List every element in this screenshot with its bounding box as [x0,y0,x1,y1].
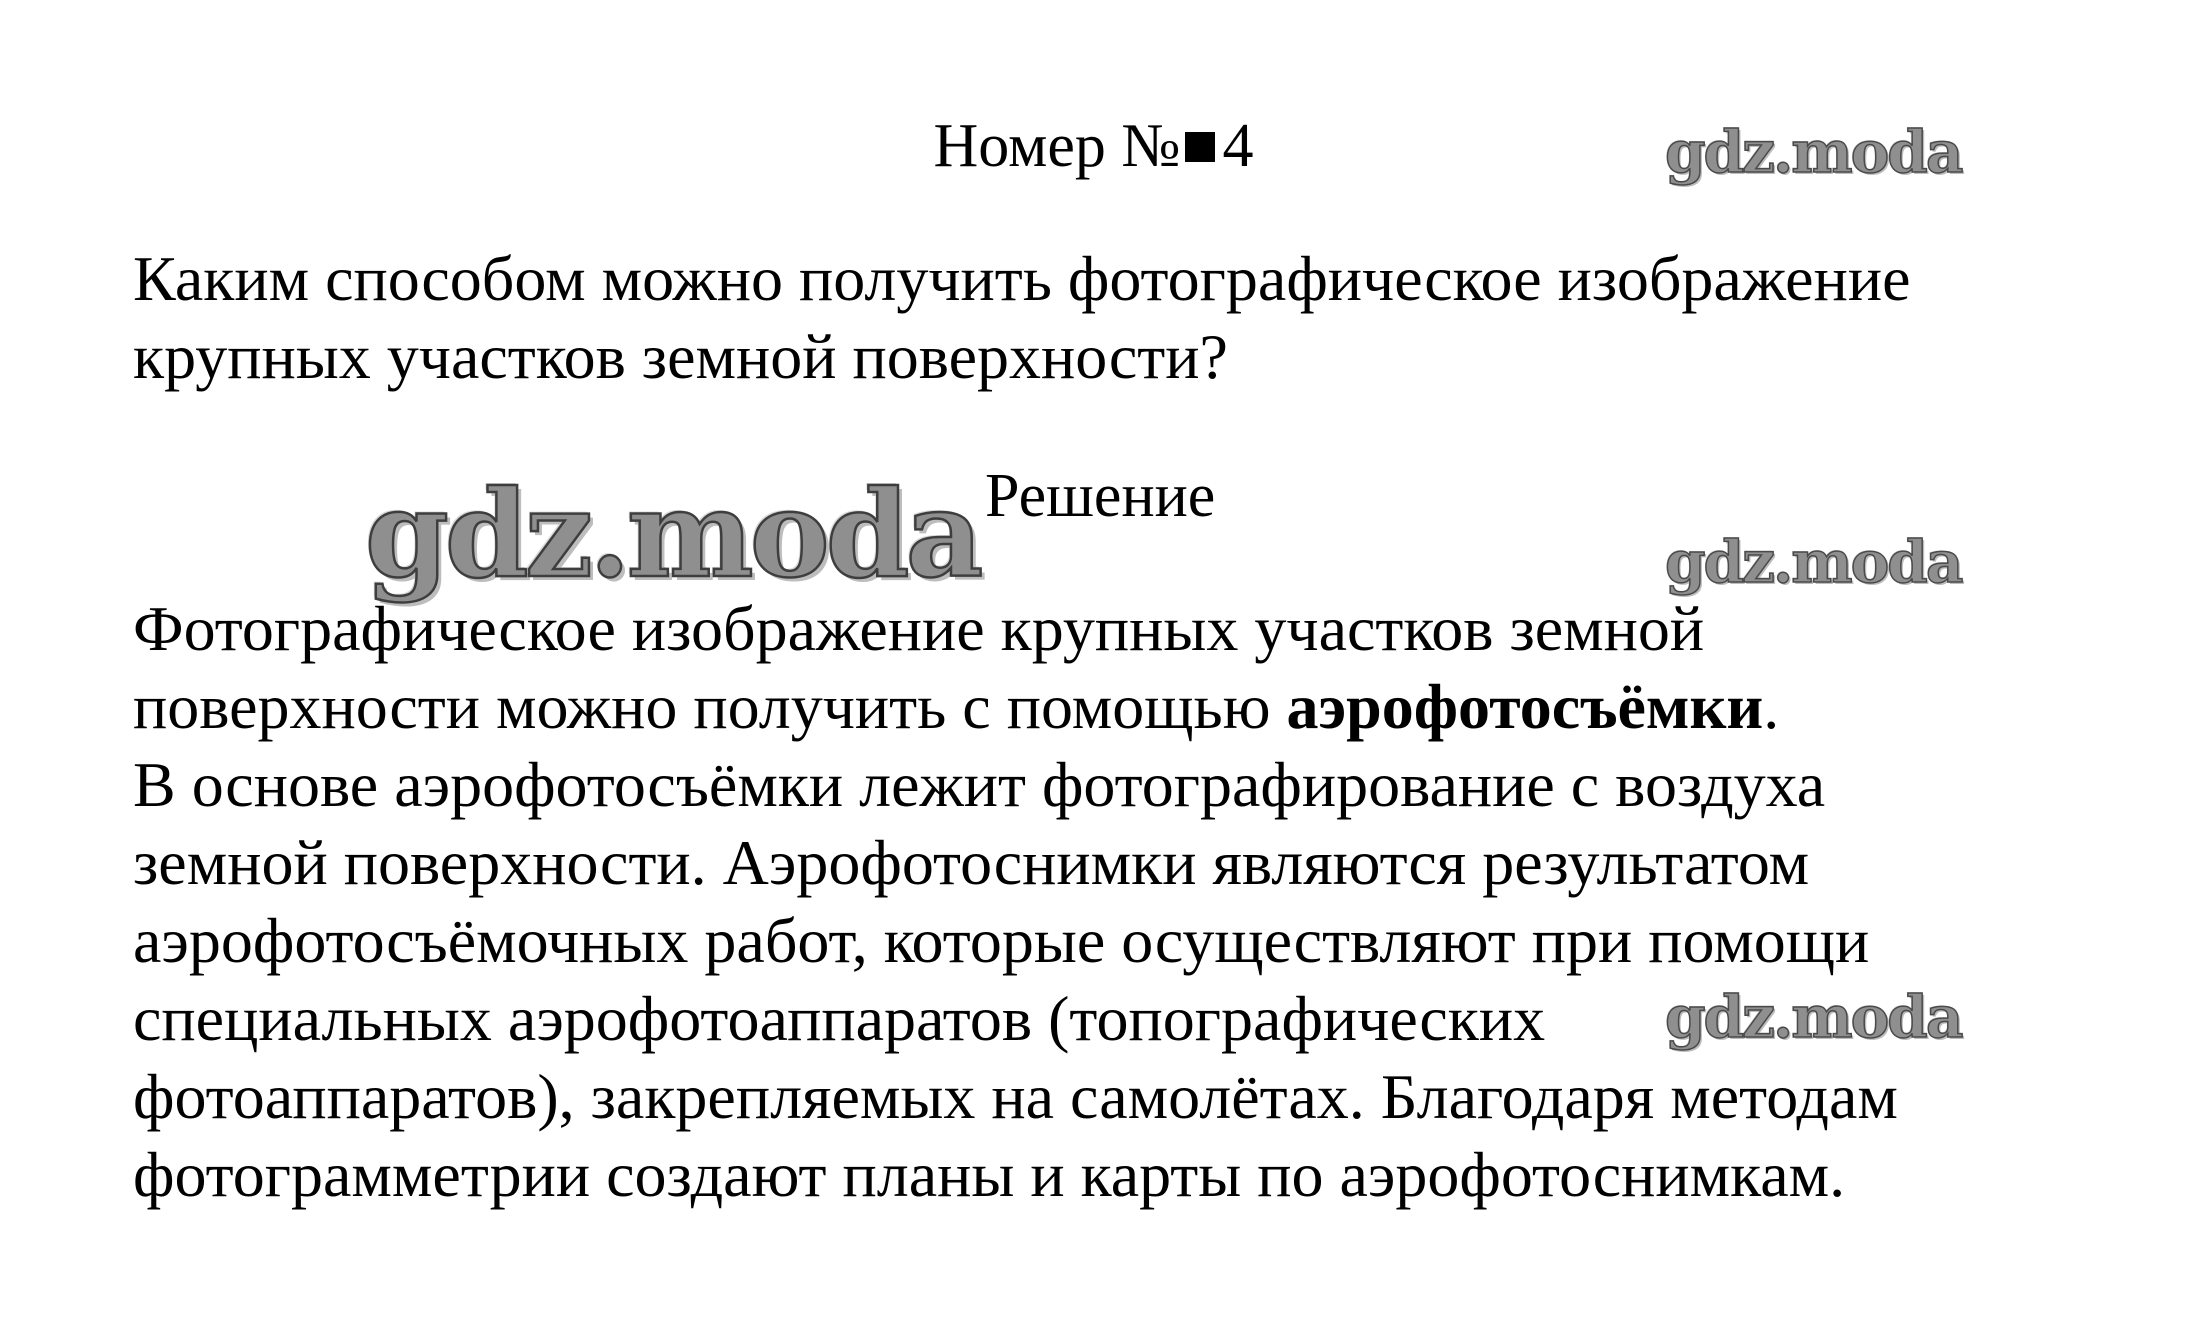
title-number: 4 [1222,112,1254,180]
answer-line: В основе аэрофотосъёмки лежит фотографирование с воздуха [133,749,1826,820]
watermark-logo-large: gdz.moda [365,464,980,605]
answer-line [133,668,2123,746]
title-prefix: Номер № [933,112,1181,180]
answer-line: земной поверхности. Аэрофотоснимки являются результатом [133,827,1810,898]
answer-text-part: поверхности можно получить с помощью [133,671,1287,742]
answer-line: Фотографическое изображение крупных участков земной [133,593,1705,664]
watermark-logo: gdz.moda [1665,118,1962,186]
watermark-logo: gdz.moda [1665,528,1962,596]
question-line: крупных участков земной поверхности? [133,321,1228,392]
answer-line: фотограмметрии создают планы и карты по аэрофотоснимкам. [133,1139,1846,1210]
question-text [133,240,2123,396]
watermark-logo: gdz.moda [1665,983,1962,1051]
solution-heading: Решение [985,462,1216,530]
answer-text-part: . [1763,671,1780,742]
square-bullet-icon [1185,132,1215,162]
answer-line: специальных аэрофотоаппаратов (топографических [133,983,1546,1054]
answer-key-term: аэрофотосъёмки [1286,671,1764,742]
answer-line: аэрофотосъёмочных работ, которые осуществляют при помощи [133,905,1870,976]
answer-line: фотоаппаратов), закрепляемых на самолётах. Благодаря методам [133,1061,1898,1132]
answer-text [133,590,2123,1214]
question-line: Каким способом можно получить фотографическое изображение [133,243,1911,314]
